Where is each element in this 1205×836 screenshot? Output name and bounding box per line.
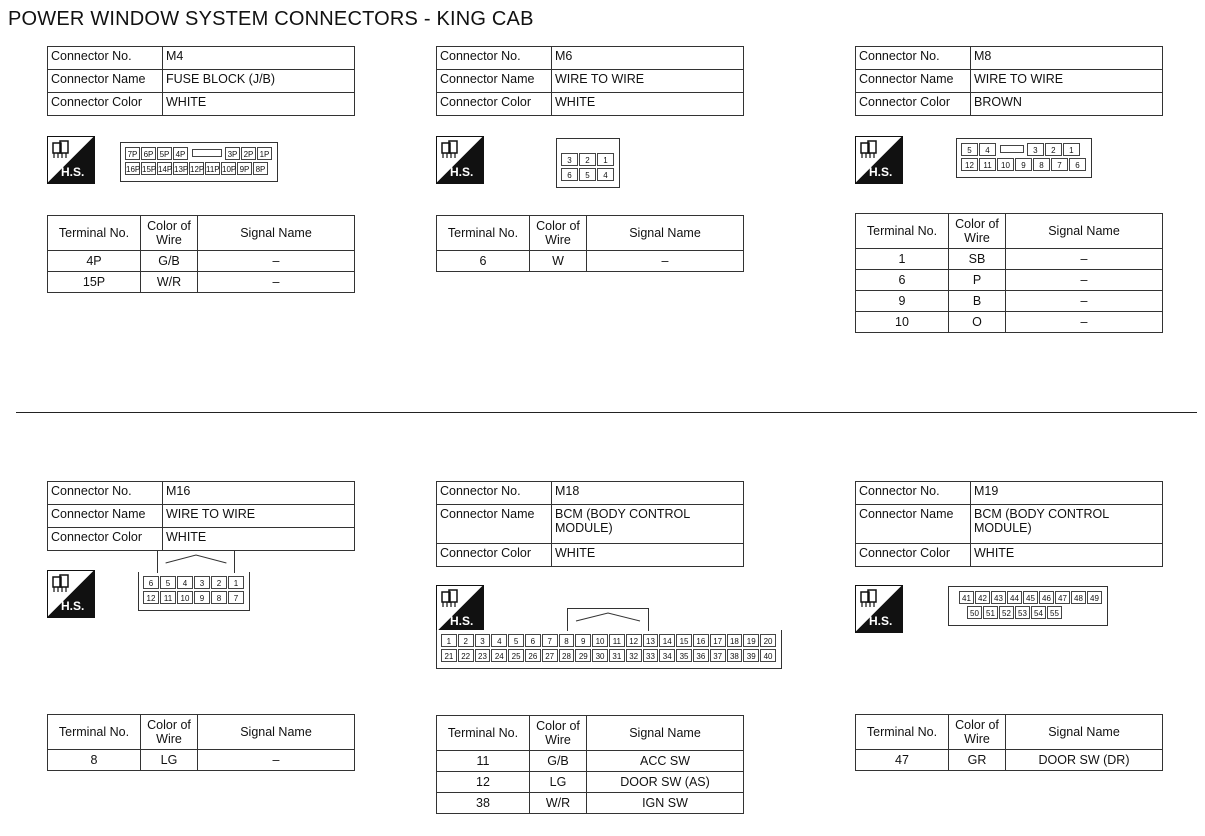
hs-label: H.S. [61, 599, 85, 613]
pin-cell: 12P [189, 162, 204, 175]
signal-name-cell: – [198, 750, 355, 771]
signal-name-header: Signal Name [587, 716, 744, 751]
pin-row-top [143, 576, 245, 591]
terminal-table-m6 [436, 215, 744, 272]
terminal-header-row [856, 214, 1163, 249]
terminal-no-header: Terminal No. [856, 715, 949, 750]
pin-cell: 51 [983, 606, 998, 619]
connector-info-table-m4 [47, 46, 355, 116]
pin-cell: 48 [1071, 591, 1086, 604]
pin-cell: 36 [693, 649, 709, 662]
info-row [48, 482, 355, 505]
info-key: Connector No. [48, 47, 163, 70]
pin-cell: 8 [211, 591, 227, 604]
connector-lock-tab [157, 550, 235, 573]
info-row [437, 482, 744, 505]
pin-cell: 16 [693, 634, 709, 647]
pin-cell: 45 [1023, 591, 1038, 604]
pin-cell: 21 [441, 649, 457, 662]
pin-cell: 28 [559, 649, 575, 662]
pin-cell: 15 [676, 634, 692, 647]
pin-cell: 41 [959, 591, 974, 604]
pin-cell: 47 [1055, 591, 1070, 604]
info-key: Connector No. [48, 482, 163, 505]
table-row [856, 270, 1163, 291]
connector-face-m4 [120, 142, 278, 182]
info-row [48, 47, 355, 70]
terminal-no-cell: 1 [856, 249, 949, 270]
pin-cell: 14 [659, 634, 675, 647]
pin-cell: 43 [991, 591, 1006, 604]
pin-cell: 5 [579, 168, 596, 181]
pin-cell: 12 [961, 158, 978, 171]
terminal-header-row [48, 216, 355, 251]
pin-cell: 23 [475, 649, 491, 662]
pin-cell: 49 [1087, 591, 1102, 604]
pin-row-bottom [441, 649, 777, 664]
terminal-no-cell: 6 [437, 251, 530, 272]
terminal-header-row [437, 716, 744, 751]
wire-color-cell: SB [949, 249, 1006, 270]
info-value: M8 [971, 47, 1163, 70]
wire-color-cell: GR [949, 750, 1006, 771]
terminal-no-cell: 38 [437, 793, 530, 814]
info-key: Connector Color [48, 93, 163, 116]
info-row [856, 93, 1163, 116]
pin-cell: 3 [561, 153, 578, 166]
pin-row-top [961, 143, 1087, 158]
info-row [856, 482, 1163, 505]
pin-cell: 34 [659, 649, 675, 662]
info-value: BROWN [971, 93, 1163, 116]
terminal-no-cell: 10 [856, 312, 949, 333]
connector-info-table-m6 [436, 46, 744, 116]
info-value: M4 [163, 47, 355, 70]
pin-cell: 1 [1063, 143, 1080, 156]
terminal-no-header: Terminal No. [437, 216, 530, 251]
wire-color-cell: W [530, 251, 587, 272]
info-key: Connector Name [437, 505, 552, 544]
pin-cell: 10P [221, 162, 236, 175]
pin-cell: 8 [559, 634, 575, 647]
pin-cell: 16P [125, 162, 140, 175]
pin-cell: 55 [1047, 606, 1062, 619]
connector-lock-tab [567, 608, 649, 631]
table-row [437, 772, 744, 793]
wire-color-cell: LG [141, 750, 198, 771]
pin-cell: 1 [228, 576, 244, 589]
pin-cell: 13 [643, 634, 659, 647]
wire-color-cell: W/R [530, 793, 587, 814]
pin-cell: 5 [160, 576, 176, 589]
pin-cell: 26 [525, 649, 541, 662]
signal-name-cell: – [587, 251, 744, 272]
info-key: Connector Color [48, 528, 163, 551]
info-value: FUSE BLOCK (J/B) [163, 70, 355, 93]
terminal-no-cell: 9 [856, 291, 949, 312]
pin-cell: 33 [643, 649, 659, 662]
pin-cell: 6P [141, 147, 156, 160]
terminal-no-cell: 6 [856, 270, 949, 291]
pin-cell: 18 [727, 634, 743, 647]
info-key: Connector No. [856, 47, 971, 70]
table-row [437, 793, 744, 814]
pin-cell: 50 [967, 606, 982, 619]
table-row [48, 251, 355, 272]
signal-name-cell: IGN SW [587, 793, 744, 814]
hs-harness-side-icon [47, 570, 95, 618]
pin-cell: 2 [1045, 143, 1062, 156]
signal-name-header: Signal Name [198, 715, 355, 750]
pin-cell: 2 [211, 576, 227, 589]
info-row [856, 505, 1163, 544]
table-row [856, 291, 1163, 312]
pin-cell: 10 [177, 591, 193, 604]
pin-cell: 12 [626, 634, 642, 647]
color-of-wire-header: Color of Wire [949, 715, 1006, 750]
terminal-table-m19 [855, 714, 1163, 771]
pin-row-bottom [961, 158, 1087, 173]
pin-cell: 4 [177, 576, 193, 589]
section-divider [16, 412, 1197, 413]
table-row [856, 249, 1163, 270]
terminal-no-header: Terminal No. [856, 214, 949, 249]
pin-cell: 19 [743, 634, 759, 647]
pin-cell: 15P [141, 162, 156, 175]
pin-cell: 46 [1039, 591, 1054, 604]
pin-cell: 6 [1069, 158, 1086, 171]
table-row [856, 750, 1163, 771]
pin-row-bottom [143, 591, 245, 606]
connector-key-slot [1000, 145, 1024, 153]
pin-cell: 24 [491, 649, 507, 662]
pin-cell: 40 [760, 649, 776, 662]
terminal-no-cell: 12 [437, 772, 530, 793]
hs-harness-side-icon [436, 585, 484, 633]
pin-cell: 10 [997, 158, 1014, 171]
pin-cell: 10 [592, 634, 608, 647]
pin-cell: 35 [676, 649, 692, 662]
pin-row-top [125, 147, 273, 162]
pin-cell: 17 [710, 634, 726, 647]
info-row [437, 93, 744, 116]
pin-cell: 11 [609, 634, 625, 647]
pin-cell: 4 [491, 634, 507, 647]
hs-harness-side-icon [855, 585, 903, 633]
pin-row-bottom [561, 168, 615, 183]
info-key: Connector Name [437, 70, 552, 93]
pin-cell: 5 [508, 634, 524, 647]
hs-label: H.S. [450, 614, 474, 628]
color-of-wire-header: Color of Wire [530, 716, 587, 751]
pin-cell: 54 [1031, 606, 1046, 619]
pin-cell: 29 [575, 649, 591, 662]
pin-cell: 22 [458, 649, 474, 662]
info-value: M18 [552, 482, 744, 505]
wire-color-cell: LG [530, 772, 587, 793]
pin-cell: 42 [975, 591, 990, 604]
color-of-wire-header: Color of Wire [530, 216, 587, 251]
pin-cell: 7 [1051, 158, 1068, 171]
signal-name-header: Signal Name [1006, 715, 1163, 750]
wire-color-cell: G/B [141, 251, 198, 272]
pin-row-top [441, 634, 777, 649]
signal-name-cell: ACC SW [587, 751, 744, 772]
color-of-wire-header: Color of Wire [141, 715, 198, 750]
terminal-table-m16 [47, 714, 355, 771]
info-row [437, 544, 744, 567]
connector-face-m16 [138, 572, 250, 611]
pin-cell: 31 [609, 649, 625, 662]
hs-label: H.S. [61, 165, 85, 179]
pin-cell: 32 [626, 649, 642, 662]
pin-cell: 44 [1007, 591, 1022, 604]
pin-cell: 52 [999, 606, 1014, 619]
pin-cell: 9P [237, 162, 252, 175]
wire-color-cell: P [949, 270, 1006, 291]
pin-cell: 8 [1033, 158, 1050, 171]
pin-cell: 6 [561, 168, 578, 181]
pin-cell: 38 [727, 649, 743, 662]
hs-label: H.S. [450, 165, 474, 179]
info-key: Connector No. [856, 482, 971, 505]
info-key: Connector Color [856, 93, 971, 116]
wire-color-cell: B [949, 291, 1006, 312]
pin-cell: 5P [157, 147, 172, 160]
pin-cell: 8P [253, 162, 268, 175]
info-row [437, 70, 744, 93]
pin-row-top [561, 153, 615, 168]
pin-cell: 53 [1015, 606, 1030, 619]
info-key: Connector Name [856, 70, 971, 93]
terminal-no-cell: 15P [48, 272, 141, 293]
pin-cell: 3P [225, 147, 240, 160]
signal-name-cell: DOOR SW (DR) [1006, 750, 1163, 771]
connector-key-slot [192, 149, 222, 157]
pin-cell: 2 [579, 153, 596, 166]
pin-cell: 9 [575, 634, 591, 647]
pin-cell: 4 [979, 143, 996, 156]
info-value: BCM (BODY CONTROL MODULE) [552, 505, 744, 544]
pin-cell: 37 [710, 649, 726, 662]
signal-name-cell: – [198, 272, 355, 293]
info-value: M19 [971, 482, 1163, 505]
info-row [437, 47, 744, 70]
signal-name-cell: – [1006, 249, 1163, 270]
connector-face-m18 [436, 630, 782, 669]
pin-cell: 3 [194, 576, 210, 589]
signal-name-cell: DOOR SW (AS) [587, 772, 744, 793]
table-row [48, 750, 355, 771]
signal-name-cell: – [1006, 312, 1163, 333]
pin-cell: 1P [257, 147, 272, 160]
hs-harness-side-icon [47, 136, 95, 184]
signal-name-cell: – [198, 251, 355, 272]
pin-cell: 5 [961, 143, 978, 156]
info-key: Connector Color [437, 544, 552, 567]
color-of-wire-header: Color of Wire [949, 214, 1006, 249]
info-row [437, 505, 744, 544]
info-value: WHITE [552, 544, 744, 567]
info-row [48, 528, 355, 551]
terminal-table-m18 [436, 715, 744, 814]
pin-row-bottom [967, 606, 1103, 621]
connector-face-m19 [948, 586, 1108, 626]
info-row [856, 70, 1163, 93]
info-row [856, 47, 1163, 70]
color-of-wire-header: Color of Wire [141, 216, 198, 251]
pin-row-bottom [125, 162, 273, 177]
terminal-no-cell: 4P [48, 251, 141, 272]
pin-cell: 39 [743, 649, 759, 662]
pin-cell: 3 [475, 634, 491, 647]
pin-cell: 2P [241, 147, 256, 160]
pin-cell: 4 [597, 168, 614, 181]
pin-cell: 14P [157, 162, 172, 175]
hs-label: H.S. [869, 614, 893, 628]
pin-cell: 25 [508, 649, 524, 662]
pin-cell: 4P [173, 147, 188, 160]
info-value: WIRE TO WIRE [163, 505, 355, 528]
info-value: WIRE TO WIRE [552, 70, 744, 93]
hs-harness-side-icon [855, 136, 903, 184]
terminal-no-cell: 8 [48, 750, 141, 771]
pin-cell: 11 [979, 158, 996, 171]
wire-color-cell: W/R [141, 272, 198, 293]
signal-name-cell: – [1006, 291, 1163, 312]
table-row [48, 272, 355, 293]
pin-cell: 11P [205, 162, 220, 175]
signal-name-cell: – [1006, 270, 1163, 291]
pin-cell: 6 [525, 634, 541, 647]
terminal-header-row [856, 715, 1163, 750]
terminal-no-cell: 47 [856, 750, 949, 771]
terminal-no-cell: 11 [437, 751, 530, 772]
hs-label: H.S. [869, 165, 893, 179]
table-row [856, 312, 1163, 333]
pin-cell: 3 [1027, 143, 1044, 156]
terminal-no-header: Terminal No. [437, 716, 530, 751]
pin-cell: 12 [143, 591, 159, 604]
connector-info-table-m18 [436, 481, 744, 567]
wire-color-cell: G/B [530, 751, 587, 772]
pin-cell: 9 [1015, 158, 1032, 171]
table-row [437, 751, 744, 772]
terminal-no-header: Terminal No. [48, 216, 141, 251]
pin-cell: 1 [441, 634, 457, 647]
info-row [48, 505, 355, 528]
pin-cell: 6 [143, 576, 159, 589]
pin-cell: 7 [542, 634, 558, 647]
info-row [48, 93, 355, 116]
hs-harness-side-icon [436, 136, 484, 184]
info-value: BCM (BODY CONTROL MODULE) [971, 505, 1163, 544]
pin-cell: 7P [125, 147, 140, 160]
connector-info-table-m16 [47, 481, 355, 551]
info-value: WIRE TO WIRE [971, 70, 1163, 93]
pin-cell: 27 [542, 649, 558, 662]
connector-info-table-m8 [855, 46, 1163, 116]
info-key: Connector Name [48, 505, 163, 528]
signal-name-header: Signal Name [198, 216, 355, 251]
pin-cell: 1 [597, 153, 614, 166]
info-row [856, 544, 1163, 567]
table-row [437, 251, 744, 272]
info-key: Connector Color [856, 544, 971, 567]
info-key: Connector Name [48, 70, 163, 93]
pin-cell: 13P [173, 162, 188, 175]
wire-color-cell: O [949, 312, 1006, 333]
pin-cell: 11 [160, 591, 176, 604]
info-row [48, 70, 355, 93]
info-value: M16 [163, 482, 355, 505]
info-key: Connector No. [437, 482, 552, 505]
connector-face-m8 [956, 138, 1092, 178]
terminal-header-row [48, 715, 355, 750]
info-value: M6 [552, 47, 744, 70]
pin-cell: 2 [458, 634, 474, 647]
info-key: Connector Name [856, 505, 971, 544]
connector-face-m6 [556, 138, 620, 188]
pin-cell: 9 [194, 591, 210, 604]
pin-cell: 30 [592, 649, 608, 662]
info-key: Connector No. [437, 47, 552, 70]
info-value: WHITE [971, 544, 1163, 567]
signal-name-header: Signal Name [587, 216, 744, 251]
info-value: WHITE [163, 528, 355, 551]
info-key: Connector Color [437, 93, 552, 116]
pin-cell: 7 [228, 591, 244, 604]
pin-cell: 20 [760, 634, 776, 647]
pin-row-top [959, 591, 1103, 606]
page-title: POWER WINDOW SYSTEM CONNECTORS - KING CAB [8, 8, 534, 30]
signal-name-header: Signal Name [1006, 214, 1163, 249]
info-value: WHITE [552, 93, 744, 116]
connector-info-table-m19 [855, 481, 1163, 567]
terminal-no-header: Terminal No. [48, 715, 141, 750]
terminal-table-m8 [855, 213, 1163, 333]
terminal-header-row [437, 216, 744, 251]
info-value: WHITE [163, 93, 355, 116]
terminal-table-m4 [47, 215, 355, 293]
